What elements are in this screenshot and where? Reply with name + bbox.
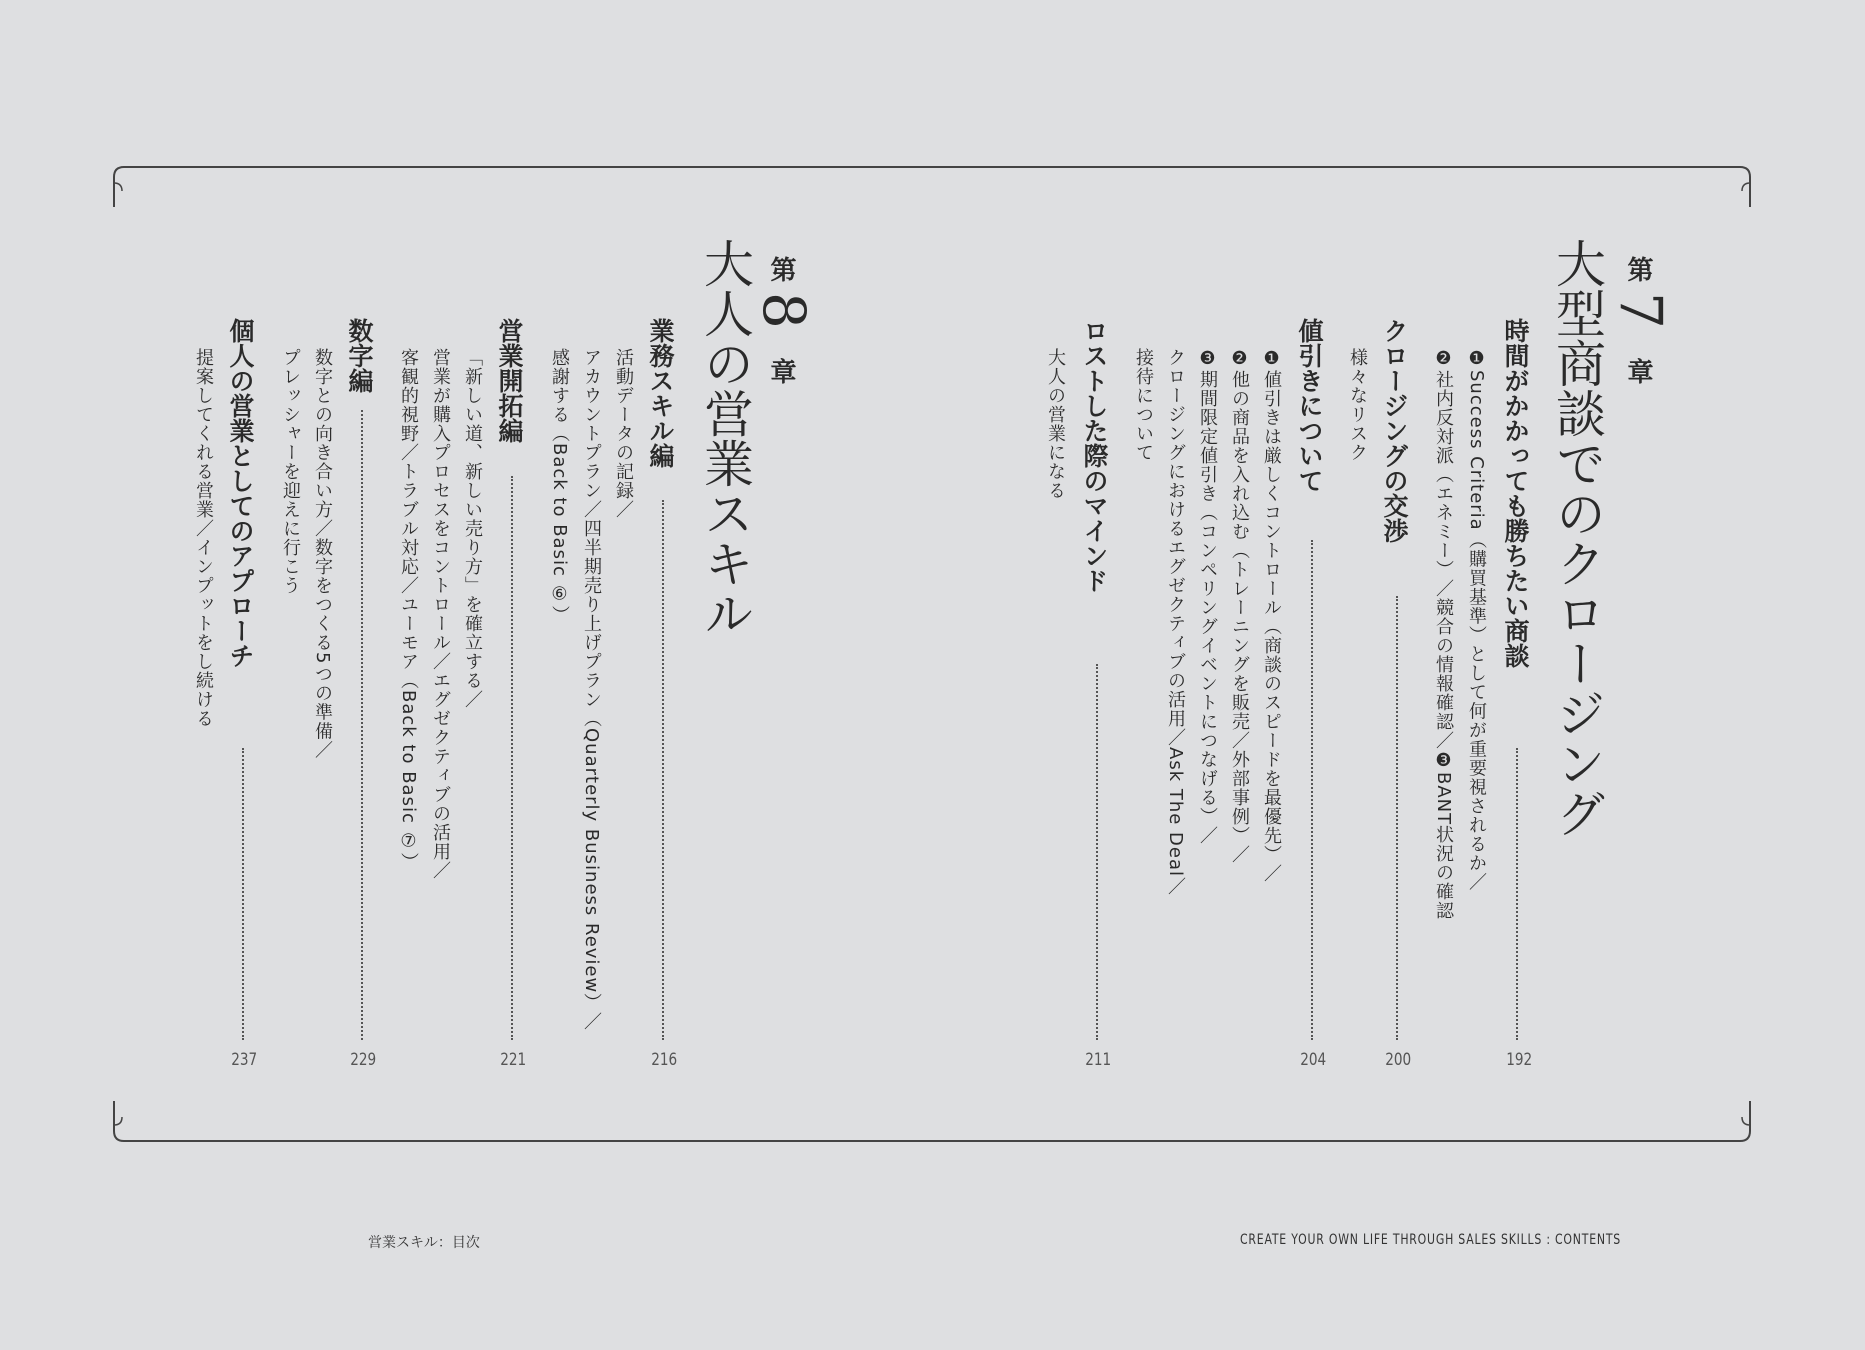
leader-dots [361,410,363,1040]
chapter8-section-4-title: 個人の営業としてのアプローチ [226,318,255,668]
footer-right: CREATE YOUR OWN LIFE THROUGH SALES SKILLS : CONTENTS [1240,1232,1622,1248]
chapter8-section-2-title: 営業開拓編 [495,318,524,443]
chapter7-section-4-item-1: 大人の営業になる [1045,348,1066,500]
chapter8-section-3-item-1: 数字との向き合い方／数字をつくる5つの準備／ [312,348,333,760]
chapter8-section-2-item-2: 営業が購入プロセスをコントロール／エグゼクティブの活用／ [430,348,451,880]
chapter8-section-1-item-2: アカウントプラン／四半期売り上げプラン（Quarterly Business Review）／ [581,348,602,1032]
chapter8-label-post: 章 [766,358,796,384]
chapter7-section-3-item-1: ❶値引きは厳しくコントロール（商談のスピードを最優先）／ [1261,348,1282,883]
leader-dots [662,500,664,1040]
chapter7-section-1-page: 192 [1506,1050,1533,1070]
chapter7-section-3-item-4: クロージングにおけるエグゼクティブの活用／Ask The Deal／ [1165,348,1186,897]
chapter7-section-3-item-3: ❸期間限定値引き（コンペリングイベントにつなげる）／ [1197,348,1218,845]
chapter8-section-4-item-1: 提案してくれる営業／インプットをし続ける [193,348,214,728]
chapter7-section-3-item-5: 接待について [1133,348,1154,462]
chapter8-section-3-title: 数字編 [345,318,374,393]
chapter7-title: 大型商談でのクロージング [1548,238,1606,838]
chapter8-title: 大人の営業スキル [696,238,754,638]
chapter7-section-3-title: 値引きについて [1295,318,1324,493]
chapter8-section-1-item-3: 感謝する（Back to Basic ⑥） [549,348,570,625]
chapter7-section-4-title: ロストした際のマインド [1080,318,1109,593]
chapter8-section-2-item-1: 「新しい道、新しい売り方」を確立する／ [462,348,483,709]
leader-dots [511,476,513,1040]
chapter8-section-1-item-1: 活動データの記録／ [613,348,634,519]
chapter8-label-pre: 第 [766,256,796,282]
chapter8-section-2-page: 221 [500,1050,527,1070]
chapter7-section-1-title: 時間がかかっても勝ちたい商談 [1501,318,1530,668]
chapter7-section-1-item-2: ❷社内反対派（エネミー）／競合の情報確認／❸BANT状況の確認 [1433,348,1454,921]
chapter7-number: 7 [1607,292,1675,329]
chapter7-section-3-page: 204 [1300,1050,1327,1070]
chapter7-label-post: 章 [1623,358,1653,384]
chapter7-section-2-page: 200 [1385,1050,1412,1070]
leader-dots [242,748,244,1040]
chapter8-section-1-page: 216 [651,1050,678,1070]
chapter7-section-3-item-2: ❷他の商品を入れ込む（トレーニングを販売／外部事例）／ [1229,348,1250,864]
chapter8-section-4-page: 237 [231,1050,258,1070]
chapter7-section-1-item-1: ❶Success Criteria（購買基準）として何が重要視されるか／ [1466,348,1487,892]
chapter7-label-pre: 第 [1623,256,1653,282]
leader-dots [1516,748,1518,1040]
chapter8-section-2-item-3: 客観的視野／トラブル対応／ユーモア（Back to Basic ⑦） [398,348,419,872]
leader-dots [1311,540,1313,1040]
chapter8-section-1-title: 業務スキル編 [646,318,675,468]
chapter7-section-4-page: 211 [1085,1050,1112,1070]
chapter7-section-2-title: クロージングの交渉 [1380,318,1409,543]
chapter7-section-2-item-1: 様々なリスク [1347,348,1368,462]
chapter8-section-3-page: 229 [350,1050,377,1070]
footer-left: 営業スキル：目次 [368,1235,480,1251]
leader-dots [1096,664,1098,1040]
chapter8-number: 8 [750,292,818,329]
chapter8-section-3-item-2: プレッシャーを迎えに行こう [280,348,301,595]
leader-dots [1396,596,1398,1040]
